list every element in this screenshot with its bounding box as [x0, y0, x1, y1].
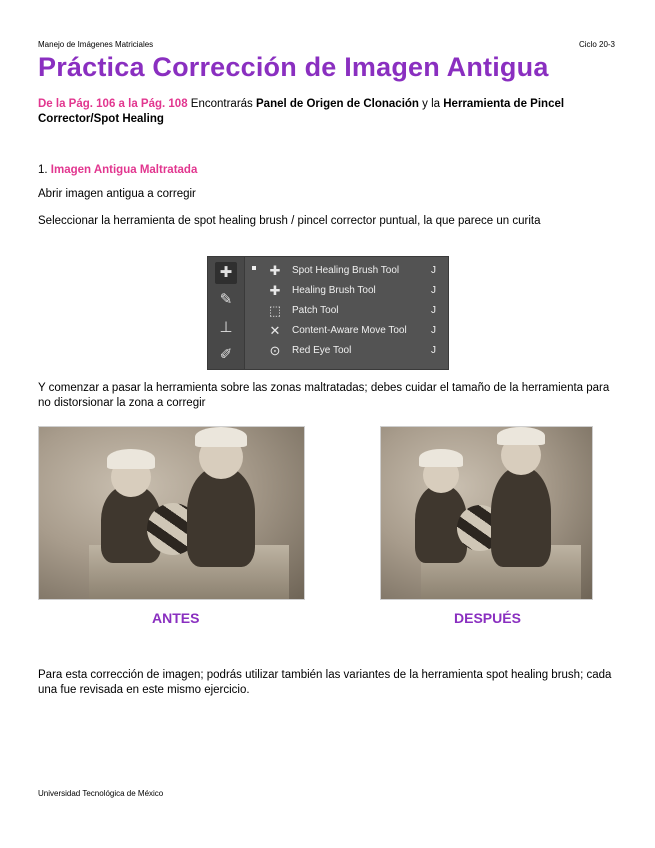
tool-menu-shortcut: J [431, 265, 436, 276]
patch-icon: ⬚ [268, 303, 282, 318]
intro-paragraph [38, 97, 623, 127]
tool-menu-shortcut: J [431, 345, 436, 356]
paragraph-4: Para esta corrección de imagen; podrás utilizar también las variantes de la herramienta spot healing brush; cada una fue revisada en este mismo ejercicio. [38, 669, 612, 696]
tool-menu-item[interactable] [248, 261, 444, 281]
paragraph-3: Y comenzar a pasar la herramienta sobre las zonas maltratadas; debes cuidar el tamaño de la herramienta para no distorsionar la zona a corregir [38, 382, 610, 409]
photo-child-right-hat [497, 427, 545, 445]
red-eye-icon: ⊙ [269, 343, 281, 358]
section-number: 1. [38, 164, 51, 176]
spot-healing-toolbar-icon[interactable]: ✚ [215, 262, 237, 284]
tool-menu-shortcut: J [431, 325, 436, 336]
caption-before: ANTES [152, 610, 200, 626]
tool-menu-label: Red Eye Tool [292, 345, 352, 356]
photo-child-right-hat [195, 427, 247, 447]
tool-menu-label: Healing Brush Tool [292, 285, 376, 296]
content-aware-move-icon: ✕ [269, 323, 281, 338]
tool-flyout-panel [207, 256, 449, 370]
photo-child-right-body [187, 467, 255, 567]
photo-child-right-body [491, 467, 551, 567]
intro-pages: De la Pág. 106 a la Pág. 108 [38, 98, 188, 110]
photo-after [380, 426, 593, 600]
tool-menu-label: Patch Tool [292, 305, 339, 316]
tool-menu-item[interactable] [248, 301, 444, 321]
footer: Universidad Tecnológica de México [38, 789, 164, 798]
intro-bold-2: Herramienta de Pincel Corrector/Spot Healing [38, 98, 565, 125]
tool-menu-item[interactable] [248, 341, 444, 361]
page-title: Práctica Corrección de Imagen Antigua [38, 52, 549, 82]
photo-child-left-hat [419, 449, 463, 467]
intro-text-2: y la [418, 98, 444, 110]
paragraph-1: Abrir imagen antigua a corregir [38, 188, 196, 200]
intro-text-1: Encontrarás [187, 98, 256, 110]
photo-child-left-hat [107, 449, 155, 469]
tool-menu-shortcut: J [431, 285, 436, 296]
brush-toolbar-icon[interactable]: ✎ [219, 291, 233, 308]
spot-healing-brush-icon: ✚ [269, 263, 281, 278]
selected-bullet-icon [252, 266, 256, 270]
paragraph-2: Seleccionar la herramienta de spot healing brush / pincel corrector puntual, la que parece un curita [38, 215, 541, 227]
tool-menu-label: Content-Aware Move Tool [292, 325, 407, 336]
clone-stamp-toolbar-icon[interactable]: ⊥ [219, 319, 233, 336]
photo-before [38, 426, 305, 600]
healing-brush-icon: ✚ [269, 283, 281, 298]
header-left: Manejo de Imágenes Matriciales [38, 40, 154, 49]
history-brush-toolbar-icon[interactable]: ✐ [219, 346, 233, 363]
tool-menu-item[interactable] [248, 321, 444, 341]
tool-menu-label: Spot Healing Brush Tool [292, 265, 400, 276]
tool-menu [248, 261, 444, 361]
caption-after: DESPUÉS [454, 610, 521, 626]
tool-menu-item[interactable] [248, 281, 444, 301]
toolbar-strip [208, 257, 245, 369]
intro-bold-1: Panel de Origen de Clonación [256, 98, 419, 110]
section-heading [38, 164, 197, 176]
header-right: Ciclo 20-3 [578, 40, 615, 49]
section-title: Imagen Antigua Maltratada [50, 164, 198, 176]
tool-menu-shortcut: J [431, 305, 436, 316]
